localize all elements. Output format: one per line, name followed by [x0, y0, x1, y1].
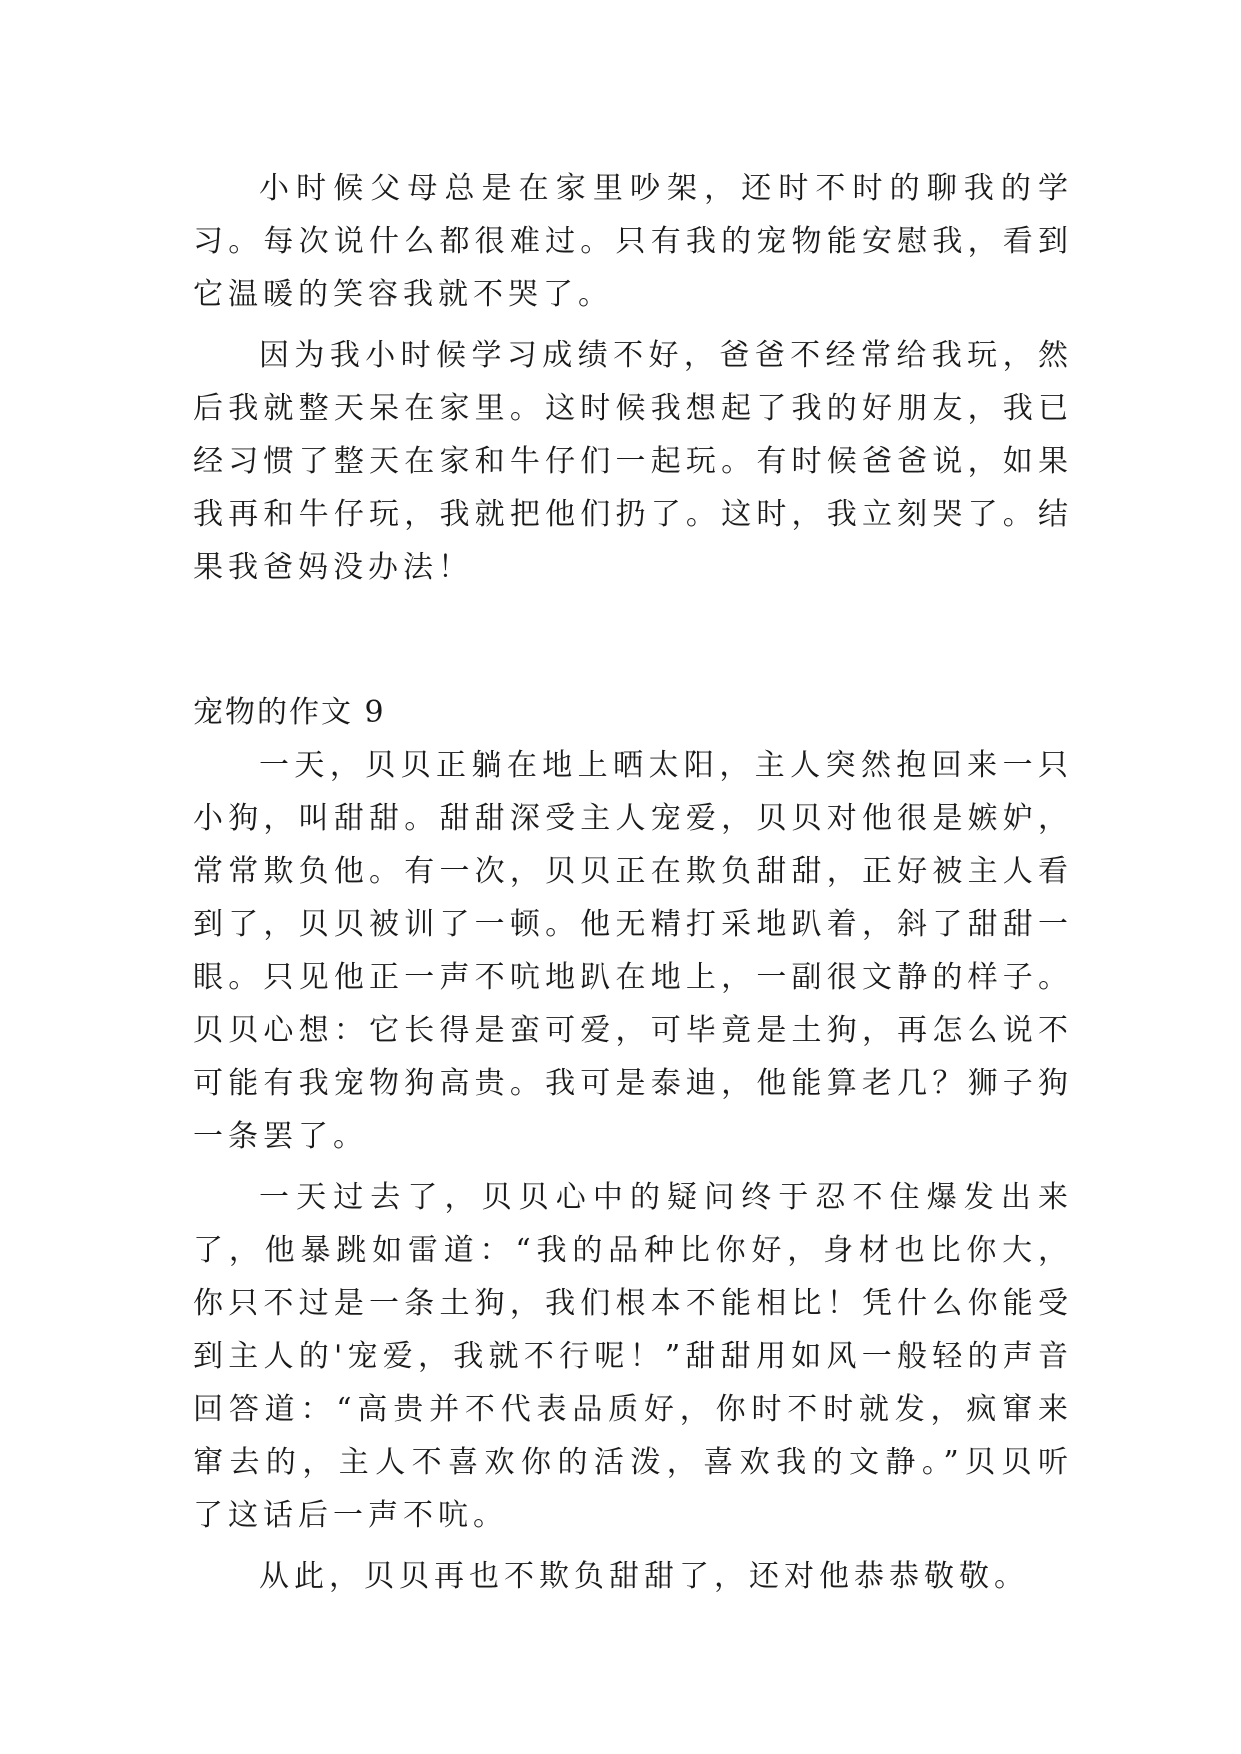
paragraph: 一天过去了，贝贝心中的疑问终于忍不住爆发出来了，他暴跳如雷道：“我的品种比你好，身材也比你大，你只不过是一条土狗，我们根本不能相比！凭什么你能受到主人的'宠爱，我就不行呢！”甜甜用如风一般轻的声音回答道：“高贵并不代表品质好，你时不时就发，疯窜来窜去的，主人不喜欢你的活泼，喜欢我的文静。”贝贝听了这话后一声不吭。	[193, 1180, 1073, 1533]
intro-text-block	[193, 162, 1073, 594]
essay-section	[193, 686, 1073, 1603]
paragraph: 因为我小时候学习成绩不好，爸爸不经常给我玩，然后我就整天呆在家里。这时候我想起了我的好朋友，我已经习惯了整天在家和牛仔们一起玩。有时候爸爸说，如果我再和牛仔玩，我就把他们扔了。这时，我立刻哭了。结果我爸妈没办法！	[193, 338, 1073, 585]
paragraph: 从此，贝贝再也不欺负甜甜了，还对他恭恭敬敬。	[259, 1559, 1029, 1594]
paragraph: 小时候父母总是在家里吵架，还时不时的聊我的学习。每次说什么都很难过。只有我的宠物能安慰我，看到它温暖的笑容我就不哭了。	[193, 171, 1073, 312]
paragraph: 一天，贝贝正躺在地上晒太阳，主人突然抱回来一只小狗，叫甜甜。甜甜深受主人宠爱，贝贝对他很是嫉妒，常常欺负他。有一次，贝贝正在欺负甜甜，正好被主人看到了，贝贝被训了一顿。他无精打采地趴着，斜了甜甜一眼。只见他正一声不吭地趴在地上，一副很文静的样子。贝贝心想：它长得是蛮可爱，可毕竟是土狗，再怎么说不可能有我宠物狗高贵。我可是泰迪，他能算老几？狮子狗一条罢了。	[193, 748, 1073, 1154]
section-title: 宠物的作文 9	[193, 695, 386, 730]
